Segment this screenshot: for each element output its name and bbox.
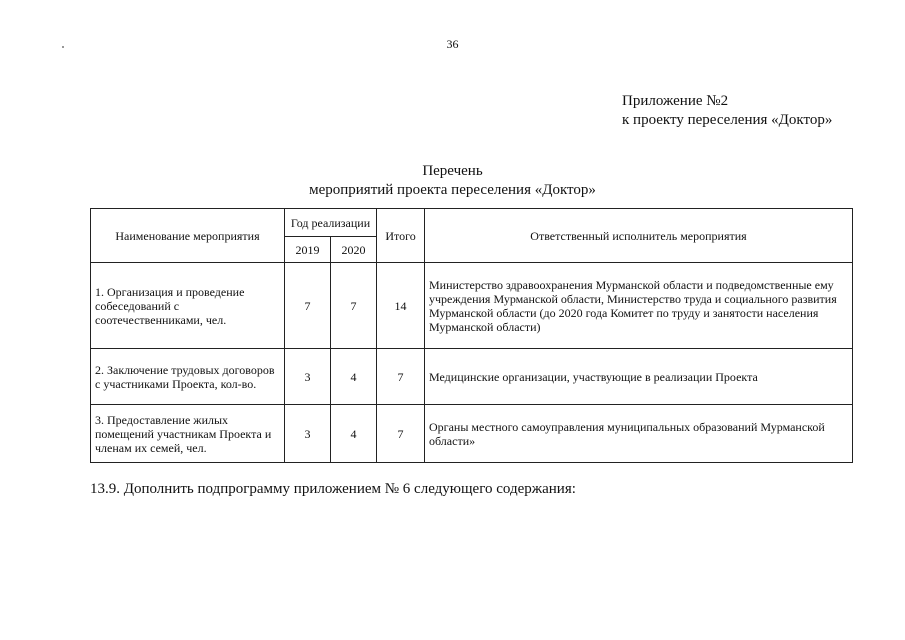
row-total: 7	[377, 349, 425, 405]
row-total: 7	[377, 405, 425, 463]
title-line-2: мероприятий проекта переселения «Доктор»	[309, 182, 596, 198]
events-table	[90, 208, 853, 463]
header-total: Итого	[377, 209, 425, 263]
appendix-line-1: Приложение №2	[622, 93, 729, 109]
appendix-heading	[622, 92, 832, 130]
header-year-group: Год реализации	[285, 209, 377, 237]
row-name: 3. Предоставление жилых помещений участникам Проекта и членам их семей, чел.	[91, 405, 285, 463]
row-responsible: Органы местного самоуправления муниципальных образований Мурманской области»	[425, 405, 853, 463]
row-2020: 4	[331, 349, 377, 405]
footer-paragraph: 13.9. Дополнить подпрограмму приложением № 6 следующего содержания:	[90, 481, 576, 497]
row-2020: 4	[331, 405, 377, 463]
row-2020: 7	[331, 263, 377, 349]
page-number: 36	[446, 37, 459, 51]
row-name: 1. Организация и проведение собеседований с соотечественниками, чел.	[91, 263, 285, 349]
table-row	[91, 349, 853, 405]
row-2019: 3	[285, 349, 331, 405]
row-total: 14	[377, 263, 425, 349]
row-name: 2. Заключение трудовых договоров с участниками Проекта, кол-во.	[91, 349, 285, 405]
scan-speck	[62, 46, 64, 48]
table-row	[91, 263, 853, 349]
header-year-2019: 2019	[285, 237, 331, 263]
row-responsible: Министерство здравоохранения Мурманской области и подведомственные ему учреждения Мурманской области, Министерство труда и социального развития Мурманской области (до 2020 года Комитет по труду и занятости населения Мурманской области)	[425, 263, 853, 349]
appendix-line-2: к проекту переселения «Доктор»	[622, 112, 833, 128]
row-2019: 3	[285, 405, 331, 463]
header-year-2020: 2020	[331, 237, 377, 263]
header-name: Наименование мероприятия	[91, 209, 285, 263]
row-responsible: Медицинские организации, участвующие в реализации Проекта	[425, 349, 853, 405]
header-responsible: Ответственный исполнитель мероприятия	[425, 209, 853, 263]
table-row	[91, 405, 853, 463]
row-2019: 7	[285, 263, 331, 349]
document-title	[0, 162, 905, 200]
title-line-1: Перечень	[422, 163, 483, 179]
